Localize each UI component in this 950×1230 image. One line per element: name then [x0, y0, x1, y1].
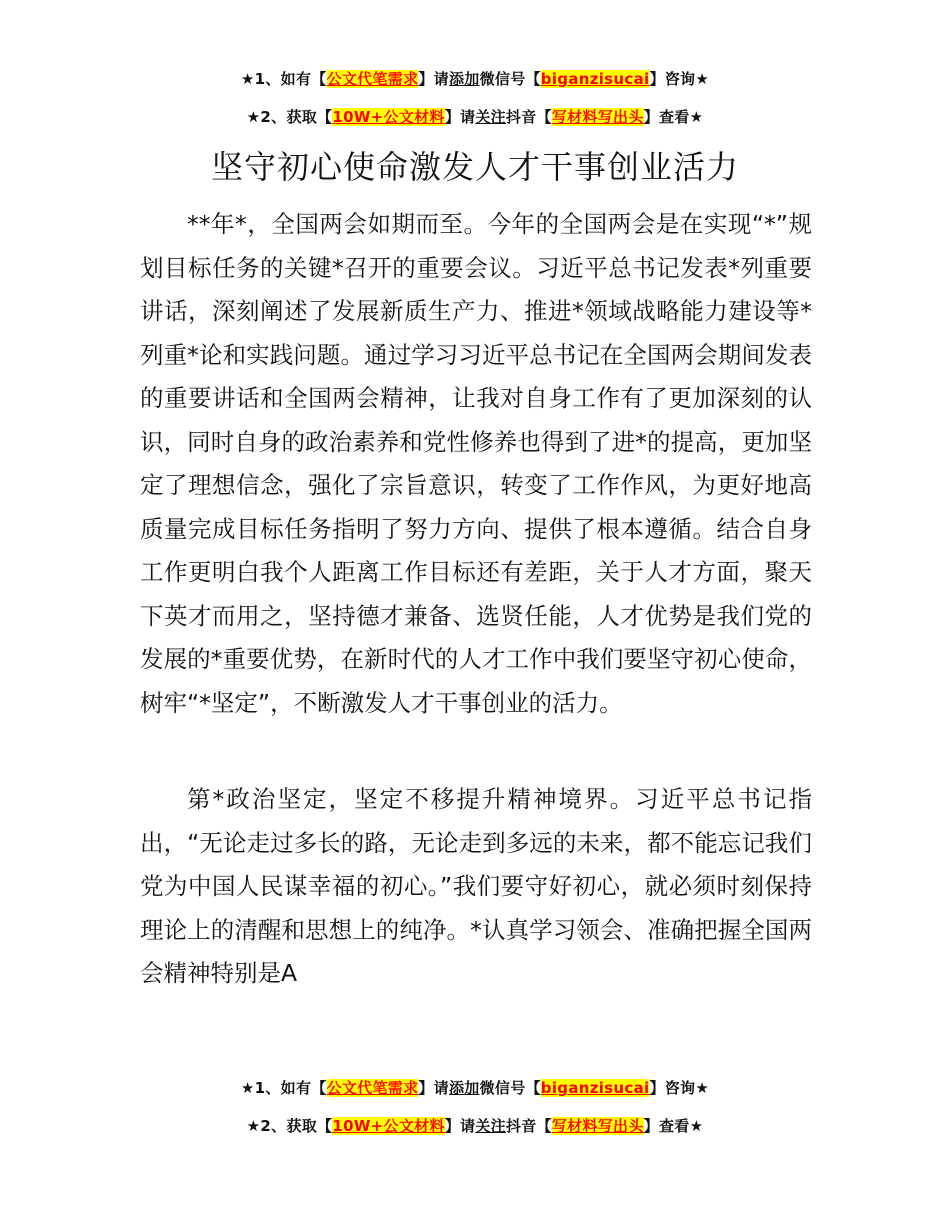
promo-highlight: 10W+公文材料 [332, 108, 445, 126]
promo-text: ★2、获取【 [246, 1117, 333, 1135]
header-promo-line-2 [0, 106, 950, 127]
promo-text: 抖音【 [505, 108, 552, 126]
promo-text: 】请 [418, 1079, 449, 1097]
promo-douyin-id: 写材料写出头 [551, 1117, 644, 1135]
promo-text: 】请 [444, 108, 476, 126]
promo-text: 】查看★ [643, 1117, 704, 1135]
promo-douyin-id: 写材料写出头 [551, 108, 644, 126]
promo-text: ★1、如有【 [240, 1079, 327, 1097]
body-paragraph-1: **年*，全国两会如期而至。今年的全国两会是在实现“*”规划目标任务的关键*召开的重要会议。习近平总书记发表*列重要讲话，深刻阐述了发展新质生产力、推进*领域战略能力建设等*列重*论和实践问题。通过学习习近平总书记在全国两会期间发表的重要讲话和全国两会精神，让我对自身工作有了更加深刻的认识，同时自身的政治素养和党性修养也得到了进*的提高，更加坚定了理想信念，强化了宗旨意识，转变了工作作风，为更好地高质量完成目标任务指明了努力方向、提供了根本遵循。结合自身工作更明白我个人距离工作目标还有差距，关于人才方面，聚天下英才而用之，坚持德才兼备、选贤任能，人才优势是我们党的发展的*重要优势，在新时代的人才工作中我们要坚守初心使命，树牢“*坚定”，不断激发人才干事创业的活力。 [140, 210, 812, 717]
promo-text: 抖音【 [505, 1117, 552, 1135]
promo-text: 微信号【 [479, 1079, 541, 1097]
promo-underlined: 添加 [448, 1079, 480, 1097]
promo-underlined: 关注 [475, 1117, 506, 1135]
promo-text: 】咨询★ [649, 70, 710, 88]
header-promo-line-1 [0, 68, 950, 89]
footer-promo-line-2 [0, 1115, 950, 1136]
promo-highlight: 10W+公文材料 [332, 1117, 445, 1135]
promo-text: 】咨询★ [649, 1079, 710, 1097]
promo-underlined: 添加 [448, 70, 480, 88]
promo-text: 】请 [444, 1117, 476, 1135]
promo-highlight: 公文代笔需求 [326, 1079, 419, 1097]
promo-text: 】请 [418, 70, 449, 88]
promo-text: ★2、获取【 [246, 108, 333, 126]
document-title: 坚守初心使命激发人才干事创业活力 [210, 148, 739, 186]
promo-highlight: 公文代笔需求 [326, 70, 419, 88]
promo-underlined: 关注 [475, 108, 506, 126]
promo-text: 微信号【 [479, 70, 541, 88]
promo-text: 】查看★ [643, 108, 704, 126]
body-paragraph-2: 第*政治坚定，坚定不移提升精神境界。习近平总书记指出，“无论走过多长的路，无论走到多远的未来，都不能忘记我们党为中国人民谋幸福的初心。”我们要守好初心，就必须时刻保持理论上的清醒和思想上的纯净。*认真学习领会、准确把握全国两会精神特别是A [140, 785, 812, 987]
promo-wechat-id: biganzisucai [540, 70, 650, 88]
promo-text: ★1、如有【 [240, 70, 327, 88]
promo-wechat-id: biganzisucai [540, 1079, 650, 1097]
footer-promo-line-1 [0, 1077, 950, 1098]
